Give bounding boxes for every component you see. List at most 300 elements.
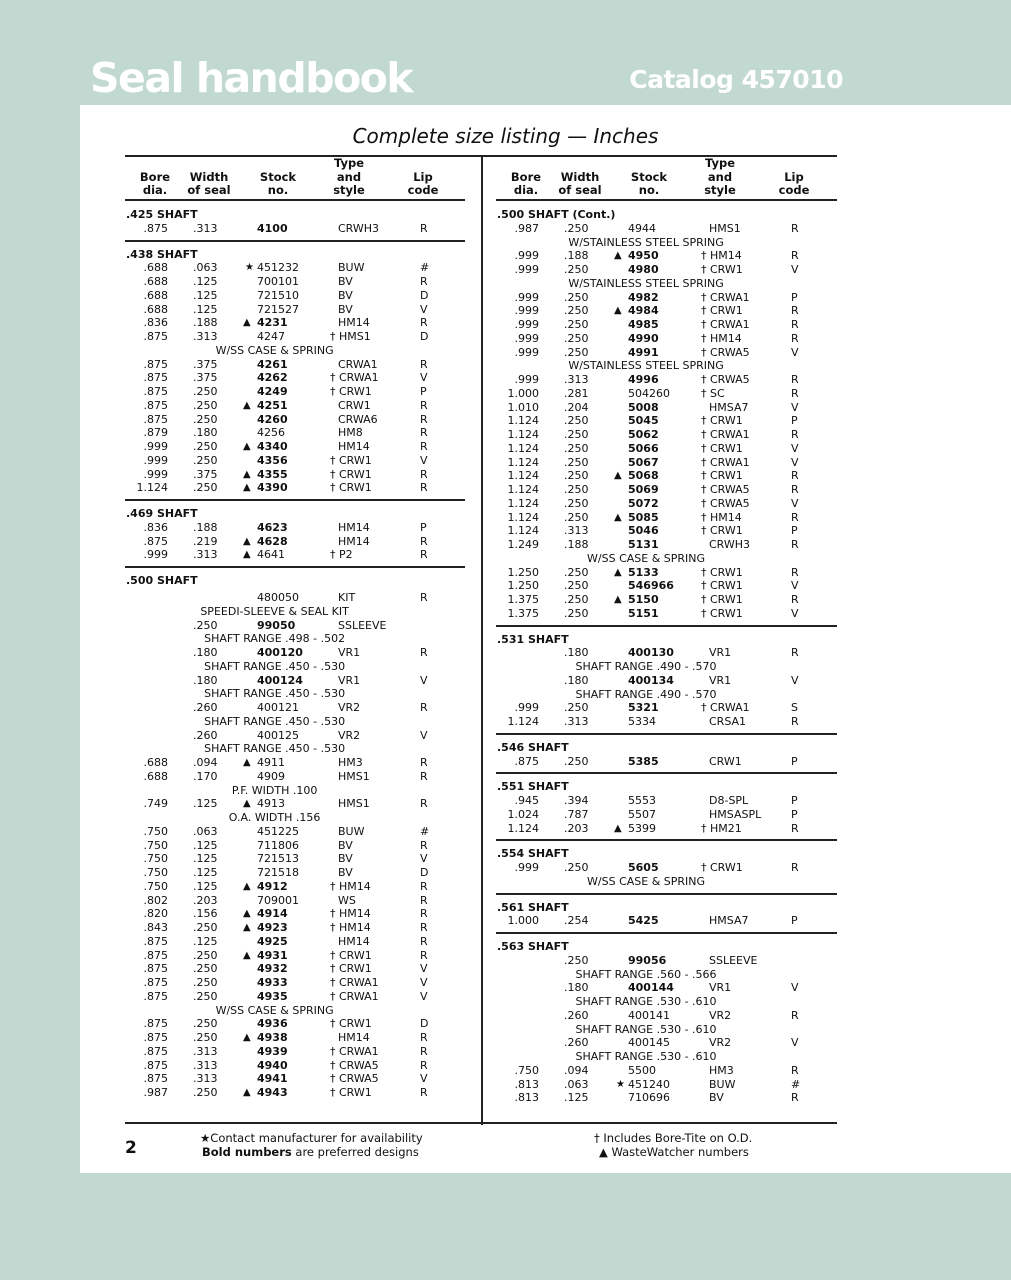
column-header-type-right: style: [704, 183, 736, 198]
bore-dia: .875: [143, 357, 168, 371]
table-row: [125, 358, 465, 372]
type-style: HM3: [709, 1063, 734, 1077]
stock-number: 99056: [628, 953, 667, 967]
seal-width: .250: [564, 428, 589, 441]
seal-width: .250: [564, 483, 589, 496]
bore-dia: 1.124: [507, 715, 539, 728]
seal-width: .313: [193, 1058, 218, 1072]
row-note-text: W/SS CASE & SPRING: [215, 343, 334, 357]
shaft-heading-text: .546 SHAFT: [497, 740, 569, 754]
lip-code: R: [791, 483, 799, 496]
seal-width: .180: [193, 673, 218, 687]
stock-number: 400134: [628, 673, 674, 687]
section-rule: [496, 932, 837, 934]
bore-dia: .688: [143, 288, 168, 302]
type-style: VR2: [709, 1036, 732, 1050]
stock-number: 5334: [628, 715, 656, 728]
seal-width: .250: [564, 593, 589, 606]
bold-note-text: are preferred designs: [291, 1145, 419, 1159]
seal-width: .156: [193, 907, 218, 921]
table-row: [125, 1045, 465, 1059]
row-note-text: SHAFT RANGE .498 - .502: [204, 632, 346, 646]
seal-width: .250: [564, 496, 589, 510]
row-note: [496, 359, 837, 373]
lip-code: V: [420, 453, 428, 467]
seal-width: .170: [193, 769, 218, 783]
bore-dia: .999: [143, 453, 168, 467]
column-header-width-right: of seal: [558, 183, 602, 198]
lip-code: R: [420, 1058, 428, 1072]
table-row: [496, 646, 837, 660]
bore-dia: .750: [143, 879, 168, 893]
stock-number: 4911: [257, 756, 285, 770]
table-row: [125, 852, 465, 866]
row-note: [125, 1004, 465, 1018]
stock-number: 4938: [257, 1031, 288, 1045]
stock-number: 4925: [257, 934, 288, 948]
table-row: [125, 316, 465, 330]
lip-code: D: [420, 330, 429, 343]
row-note-text: W/SS CASE & SPRING: [587, 874, 706, 888]
stock-number: 5133: [628, 565, 659, 579]
seal-width: .250: [564, 455, 589, 469]
stock-marker: ▲: [243, 880, 251, 892]
stock-number: 5008: [628, 400, 659, 414]
bore-dia: .875: [143, 1044, 168, 1058]
stock-marker: ▲: [243, 317, 251, 329]
type-style: † CRWA1: [330, 371, 379, 385]
stock-number: 4260: [257, 412, 288, 426]
stock-number: 4941: [257, 1072, 288, 1086]
seal-width: .250: [564, 345, 589, 359]
table-row: [496, 954, 837, 968]
stock-number: 4356: [257, 453, 288, 467]
row-note: [125, 811, 465, 825]
stock-number: 5066: [628, 441, 659, 455]
type-style: † CRWA1: [330, 1044, 379, 1058]
seal-width: .375: [193, 371, 218, 385]
row-note-text: SHAFT RANGE .530 - .610: [575, 995, 717, 1008]
seal-width: .250: [564, 579, 589, 593]
type-style: HM14: [338, 1031, 370, 1045]
table-row: [125, 535, 465, 549]
type-style: † CRWA5: [701, 496, 750, 510]
type-style: BV: [338, 866, 353, 880]
bore-dia: .875: [143, 534, 168, 548]
lip-code: R: [420, 548, 428, 562]
bore-dia: .987: [514, 221, 539, 235]
header-rule-right: [496, 199, 837, 201]
stock-number: 400145: [628, 1036, 670, 1050]
lip-code: V: [420, 302, 428, 316]
row-note-text: SHAFT RANGE .530 - .610: [575, 1022, 717, 1036]
lip-code: R: [791, 821, 799, 835]
shaft-heading: [125, 507, 465, 521]
bore-dia: .875: [143, 1072, 168, 1086]
table-row: [125, 619, 465, 633]
bore-dia: .750: [143, 866, 168, 880]
lip-code: R: [791, 1091, 799, 1105]
bore-dia: 1.124: [136, 481, 168, 495]
seal-width: .250: [193, 385, 218, 398]
bottom-rule: [125, 1122, 837, 1124]
lip-code: R: [791, 1008, 799, 1022]
stock-number: 4980: [628, 263, 659, 276]
bore-dia: .875: [143, 1058, 168, 1072]
stock-number: 4641: [257, 548, 285, 562]
seal-width: .313: [193, 1072, 218, 1086]
shaft-heading: [496, 847, 837, 861]
bore-dia: .999: [143, 467, 168, 481]
table-row: [125, 275, 465, 289]
table-row: [496, 511, 837, 525]
bore-dia: .820: [143, 907, 168, 921]
seal-width: .394: [564, 794, 589, 807]
lip-code: R: [791, 861, 799, 874]
row-note-text: SHAFT RANGE .560 - .566: [575, 967, 717, 981]
table-row: [496, 401, 837, 415]
bold-note: [202, 1145, 419, 1159]
lip-code: R: [791, 221, 799, 235]
seal-width: .125: [193, 879, 218, 893]
seal-width: .787: [564, 807, 589, 821]
type-style: † CRW1: [701, 441, 743, 455]
seal-width: .250: [193, 1086, 218, 1100]
triangle-note: ▲ WasteWatcher numbers: [599, 1145, 749, 1159]
stock-number: 4249: [257, 385, 288, 398]
stock-number: 709001: [257, 893, 299, 907]
seal-width: .250: [564, 221, 589, 235]
shaft-heading-text: .561 SHAFT: [497, 900, 569, 914]
stock-number: 721513: [257, 852, 299, 866]
type-style: † CRW1: [330, 481, 372, 495]
table-row: [125, 729, 465, 743]
seal-width: .250: [193, 1031, 218, 1045]
type-style: † SC: [701, 386, 725, 400]
bore-dia: .836: [143, 520, 168, 534]
stock-number: 4990: [628, 331, 659, 345]
row-note-text: O.A. WIDTH .156: [228, 811, 321, 825]
seal-width: .063: [193, 824, 218, 838]
lip-code: R: [420, 534, 428, 548]
lip-code: R: [420, 221, 428, 235]
seal-width: .250: [564, 701, 589, 715]
table-row: [125, 935, 465, 949]
table-row: [496, 861, 837, 875]
type-style: HMSA7: [709, 400, 749, 414]
stock-number: 5045: [628, 414, 659, 428]
stock-number: 4940: [257, 1058, 288, 1072]
lip-code: R: [791, 304, 799, 318]
type-style: † CRW1: [330, 948, 372, 962]
shaft-heading-text: .554 SHAFT: [497, 847, 569, 861]
stock-number: 5085: [628, 510, 659, 524]
table-row: [125, 756, 465, 770]
type-style: † CRW1: [701, 606, 743, 620]
type-style: † CRW1: [701, 565, 743, 579]
type-style: † CRWA1: [330, 976, 379, 990]
column-header-bore-left: Bore: [139, 169, 171, 184]
seal-width: .094: [564, 1063, 589, 1077]
bore-dia: 1.124: [507, 428, 539, 441]
lip-code: P: [791, 807, 798, 821]
type-style: SSLEEVE: [338, 618, 387, 632]
bore-dia: 1.124: [507, 441, 539, 455]
type-style: † CRWA1: [701, 701, 750, 715]
type-style: † CRW1: [330, 962, 372, 976]
table-row: [496, 497, 837, 511]
type-style: † CRWA1: [701, 318, 750, 331]
type-style: CRSA1: [709, 715, 747, 728]
type-style: HMS1: [709, 221, 741, 235]
table-row: [125, 976, 465, 990]
seal-width: .313: [193, 548, 218, 562]
shaft-heading: [496, 208, 837, 222]
row-note-text: W/STAINLESS STEEL SPRING: [568, 276, 724, 290]
type-style: † CRW1: [330, 1017, 372, 1031]
type-style: † HM14: [330, 879, 371, 893]
lip-code: R: [420, 316, 428, 330]
stock-marker: ▲: [243, 482, 251, 494]
lip-code: V: [791, 441, 799, 455]
lip-code: D: [420, 1017, 429, 1031]
row-note: [125, 344, 465, 358]
table-row: [496, 524, 837, 538]
lip-code: #: [420, 261, 430, 275]
type-style: † HM14: [701, 249, 742, 263]
stock-marker: ▲: [243, 468, 251, 480]
stock-number: 4935: [257, 989, 288, 1003]
stock-marker: ▲: [243, 1032, 251, 1044]
stock-number: 5072: [628, 496, 659, 510]
table-row: [496, 593, 837, 607]
table-row: [125, 962, 465, 976]
type-style: † CRWA1: [330, 989, 379, 1003]
stock-number: 4100: [257, 221, 288, 235]
bore-dia: 1.010: [507, 400, 539, 414]
row-note: [496, 552, 837, 566]
lip-code: R: [420, 921, 428, 935]
stock-marker: ▲: [614, 470, 622, 482]
bore-dia: .875: [143, 221, 168, 235]
seal-width: .281: [564, 386, 589, 400]
column-header-type-right: Type: [704, 155, 735, 170]
stock-number: 4909: [257, 769, 285, 783]
stock-marker: ▲: [614, 250, 622, 262]
seal-width: .250: [564, 953, 589, 967]
seal-width: .250: [564, 304, 589, 318]
column-divider: [481, 155, 483, 1125]
stock-number: 400121: [257, 701, 299, 715]
lip-code: R: [791, 373, 799, 386]
table-row: [496, 566, 837, 580]
lip-code: V: [791, 496, 799, 510]
lip-code: D: [420, 288, 429, 302]
stock-number: 4944: [628, 221, 656, 235]
column-header-type-right: and: [707, 169, 733, 184]
stock-number: 4912: [257, 879, 288, 893]
table-row: [496, 318, 837, 332]
type-style: † HM21: [701, 821, 742, 835]
type-style: VR2: [338, 701, 361, 715]
type-style: † CRW1: [701, 861, 743, 874]
table-row: [125, 591, 465, 605]
table-row: [125, 825, 465, 839]
stock-marker: ▲: [614, 566, 622, 578]
stock-number: 4950: [628, 249, 659, 263]
type-style: † CRWA1: [701, 290, 750, 304]
type-style: VR1: [709, 673, 732, 687]
lip-code: R: [791, 331, 799, 345]
lip-code: R: [791, 386, 799, 400]
seal-width: .125: [193, 852, 218, 866]
table-row: [496, 373, 837, 387]
lip-code: V: [791, 673, 799, 687]
bore-dia: .750: [143, 824, 168, 838]
bore-dia: .802: [143, 893, 168, 907]
type-style: VR2: [338, 728, 361, 742]
type-style: BV: [709, 1091, 724, 1105]
type-style: HMS1: [338, 797, 370, 811]
stock-number: 400130: [628, 646, 674, 660]
seal-width: .250: [193, 618, 218, 632]
bore-dia: 1.124: [507, 496, 539, 510]
stock-number: 5062: [628, 428, 659, 441]
seal-width: .188: [564, 249, 589, 263]
stock-number: 4231: [257, 316, 288, 330]
table-row: [125, 385, 465, 399]
seal-width: .204: [564, 400, 589, 414]
bore-dia: 1.124: [507, 524, 539, 538]
table-row: [125, 866, 465, 880]
lip-code: V: [791, 606, 799, 620]
seal-width: .260: [193, 701, 218, 715]
bore-dia: 1.375: [507, 593, 539, 606]
lip-code: V: [791, 1036, 799, 1050]
shaft-heading: [496, 633, 837, 647]
stock-number: 4251: [257, 398, 288, 412]
shaft-heading-text: .500 SHAFT: [126, 574, 198, 587]
section-rule: [125, 566, 465, 568]
seal-width: .250: [193, 962, 218, 976]
seal-width: .250: [564, 861, 589, 874]
seal-width: .203: [193, 893, 218, 907]
type-style: HM14: [338, 440, 370, 453]
lip-code: R: [420, 440, 428, 453]
table-row: [496, 1091, 837, 1105]
column-header-stock-left: no.: [267, 183, 289, 198]
table-row: [496, 808, 837, 822]
type-style: † HM14: [330, 921, 371, 935]
type-style: † CRW1: [701, 304, 743, 318]
type-style: SSLEEVE: [709, 953, 758, 967]
lip-code: R: [420, 1086, 428, 1100]
row-note: [496, 688, 837, 702]
seal-width: .260: [564, 1008, 589, 1022]
type-style: BUW: [338, 824, 365, 838]
seal-width: .250: [564, 331, 589, 345]
shaft-heading-text: .551 SHAFT: [497, 780, 569, 794]
table-row: [125, 1059, 465, 1073]
bore-dia: .987: [143, 1086, 168, 1100]
stock-number: 5425: [628, 914, 659, 928]
type-style: VR1: [709, 981, 732, 995]
seal-width: .260: [564, 1036, 589, 1050]
star-note: ★Contact manufacturer for availability: [200, 1131, 423, 1145]
type-style: † CRW1: [701, 414, 743, 428]
type-style: HM3: [338, 756, 363, 770]
stock-number: 5321: [628, 701, 659, 715]
type-style: VR1: [338, 673, 361, 687]
seal-width: .250: [564, 318, 589, 331]
bore-dia: .999: [514, 290, 539, 304]
stock-number: 721510: [257, 288, 299, 302]
table-row: [496, 387, 837, 401]
lip-code: R: [420, 412, 428, 426]
stock-number: 4933: [257, 976, 288, 990]
type-style: † CRWA5: [330, 1058, 379, 1072]
type-style: CRWA6: [338, 412, 378, 426]
stock-marker: ▲: [243, 798, 251, 810]
table-row: [125, 880, 465, 894]
table-row: [496, 538, 837, 552]
type-style: † CRW1: [701, 263, 743, 276]
stock-number: 5046: [628, 524, 659, 538]
bore-dia: 1.124: [507, 821, 539, 835]
stock-number: 4914: [257, 907, 288, 921]
shaft-heading: [125, 574, 465, 588]
bore-dia: 1.000: [507, 914, 539, 928]
lip-code: R: [791, 538, 799, 551]
bore-dia: .750: [143, 852, 168, 866]
bore-dia: .688: [143, 275, 168, 288]
lip-code: V: [791, 400, 799, 414]
stock-number: 4932: [257, 962, 288, 976]
bore-dia: .875: [143, 385, 168, 398]
stock-number: 4628: [257, 534, 288, 548]
stock-number: 5069: [628, 483, 659, 496]
seal-width: .180: [564, 981, 589, 995]
shaft-heading-text: .531 SHAFT: [497, 632, 569, 646]
stock-number: 711806: [257, 838, 299, 852]
lip-code: R: [420, 893, 428, 907]
seal-width: .125: [193, 275, 218, 288]
row-note: [125, 715, 465, 729]
seal-width: .125: [193, 838, 218, 852]
lip-code: #: [791, 1077, 801, 1091]
stock-number: 400120: [257, 646, 303, 660]
type-style: † CRW1: [701, 593, 743, 606]
seal-width: .250: [564, 469, 589, 483]
section-rule: [125, 240, 465, 242]
bore-dia: .843: [143, 921, 168, 935]
seal-width: .313: [193, 1044, 218, 1058]
type-style: KIT: [338, 591, 356, 605]
table-row: [496, 822, 837, 836]
seal-width: .125: [193, 797, 218, 811]
lip-code: R: [791, 428, 799, 441]
bore-dia: 1.250: [507, 579, 539, 593]
bore-dia: 1.375: [507, 606, 539, 620]
row-note-text: W/STAINLESS STEEL SPRING: [568, 359, 724, 373]
seal-width: .250: [193, 412, 218, 426]
lip-code: R: [420, 948, 428, 962]
column-header-stock-right: Stock: [630, 169, 668, 184]
shaft-heading-text: .469 SHAFT: [126, 507, 198, 520]
table-row: [496, 428, 837, 442]
stock-marker: ▲: [243, 908, 251, 920]
lip-code: R: [420, 357, 428, 371]
